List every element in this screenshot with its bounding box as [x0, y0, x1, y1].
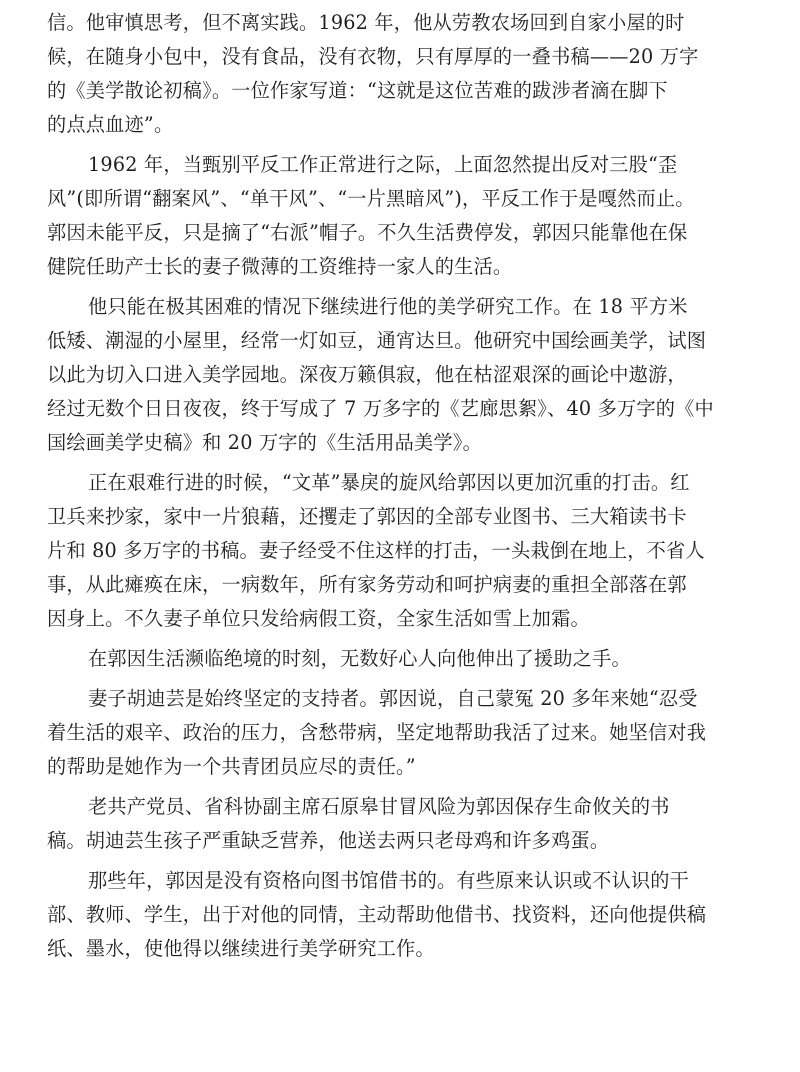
paragraph — [47, 864, 769, 966]
text-line: 稿。胡迪芸生孩子严重缺乏营养，他送去两只老母鸡和许多鸡蛋。 — [47, 829, 610, 852]
text-line: 正在艰难行进的时候，“文革”暴戾的旋风给郭因以更加沉重的打击。红 — [88, 471, 690, 494]
paragraph — [47, 6, 769, 142]
text-line: 因身上。不久妻子单位只发给病假工资，全家生活如雪上加霜。 — [47, 607, 590, 630]
document-page — [47, 6, 769, 966]
text-line: 事，从此瘫痪在床，一病数年，所有家务劳动和呵护病妻的重担全部落在郭 — [47, 573, 687, 596]
paragraph — [47, 682, 769, 784]
text-line: 他只能在极其困难的情况下继续进行他的美学研究工作。在 18 平方米 — [88, 295, 688, 318]
text-line: 的点点血迹”。 — [47, 113, 174, 136]
text-line: 的帮助是她作为一个共青团员应尽的责任。” — [47, 755, 416, 778]
text-line: 纸、墨水，使他得以继续进行美学研究工作。 — [47, 937, 435, 960]
paragraph — [47, 642, 769, 676]
text-line: 的《美学散论初稿》。一位作家写道：“这就是这位苦难的跋涉者滴在脚下 — [47, 79, 668, 102]
text-line: 片和 80 多万字的书稿。妻子经受不住这样的打击，一头栽倒在地上，不省人 — [47, 539, 705, 562]
text-line: 候，在随身小包中，没有食品，没有衣物，只有厚厚的一叠书稿——20 万字 — [47, 45, 699, 68]
text-line: 健院任助产士长的妻子微薄的工资维持一家人的生活。 — [47, 255, 513, 278]
paragraph — [47, 790, 769, 858]
text-line: 卫兵来抄家，家中一片狼藉，还攫走了郭因的全部专业图书、三大箱读书卡 — [47, 505, 687, 528]
text-line: 风”(即所谓“翻案风”、“单干风”、“一片黑暗风”)，平反工作于是嘎然而止。 — [47, 187, 695, 210]
text-line: 郭因未能平反，只是摘了“右派”帽子。不久生活费停发，郭因只能靠他在保 — [47, 221, 688, 244]
text-line: 在郭因生活濒临绝境的时刻，无数好心人向他伸出了援助之手。 — [88, 647, 631, 670]
text-line: 妻子胡迪芸是始终坚定的支持者。郭因说，自己蒙冤 20 多年来她“忍受 — [88, 687, 698, 710]
paragraph — [47, 466, 769, 636]
text-line: 那些年，郭因是没有资格向图书馆借书的。有些原来认识或不认识的干 — [88, 869, 690, 892]
text-line: 部、教师、学生，出于对他的同情，主动帮助他借书、找资料，还向他提供稿 — [47, 903, 707, 926]
text-line: 着生活的艰辛、政治的压力，含愁带病，坚定地帮助我活了过来。她坚信对我 — [47, 721, 707, 744]
paragraph — [47, 290, 769, 460]
text-line: 以此为切入口进入美学园地。深夜万籁俱寂，他在枯涩艰深的画论中遨游， — [47, 363, 687, 386]
text-line: 经过无数个日日夜夜，终于写成了 7 万多字的《艺廊思絮》、40 多万字的《中 — [47, 397, 714, 420]
text-line: 低矮、潮湿的小屋里，经常一灯如豆，通宵达旦。他研究中国绘画美学，试图 — [47, 329, 707, 352]
text-line: 国绘画美学史稿》和 20 万字的《生活用品美学》。 — [47, 431, 482, 454]
paragraph — [47, 148, 769, 284]
text-line: 信。他审慎思考，但不离实践。1962 年，他从劳教农场回到自家小屋的时 — [47, 11, 685, 34]
text-line: 老共产党员、省科协副主席石原皋甘冒风险为郭因保存生命攸关的书 — [88, 795, 670, 818]
text-line: 1962 年，当甄别平反工作正常进行之际，上面忽然提出反对三股“歪 — [88, 153, 678, 176]
